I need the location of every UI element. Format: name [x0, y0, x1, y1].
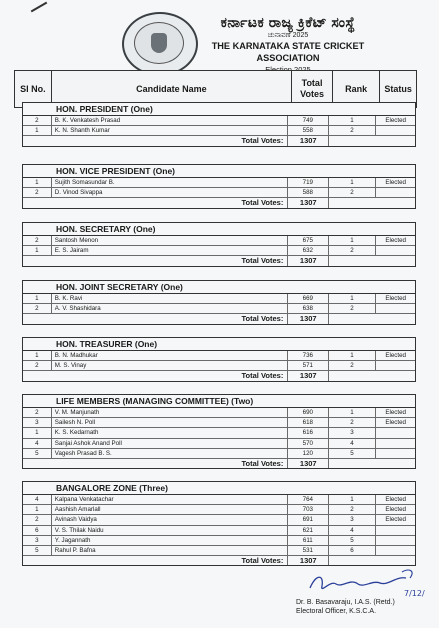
- status-cell: [376, 536, 415, 545]
- total-votes-row: [23, 459, 415, 468]
- status-cell: [376, 361, 415, 370]
- status-cell: [376, 449, 415, 458]
- total-votes-value: 1307: [288, 556, 329, 565]
- candidate-row: [23, 116, 415, 126]
- pen-mark: [31, 2, 48, 13]
- status-cell: Elected: [385, 419, 406, 427]
- status-cell: [376, 439, 415, 448]
- candidate-name-cell: Sanjai Ashok Anand Poll: [52, 439, 288, 448]
- section-title: BANGALORE ZONE (Three): [23, 482, 415, 495]
- rank-cell: 1: [329, 408, 377, 417]
- section-table: [22, 394, 416, 469]
- rank-cell: 1: [329, 116, 377, 125]
- section-table: [22, 280, 416, 325]
- total-votes-value: 1307: [288, 371, 329, 380]
- candidate-row: [23, 418, 415, 428]
- candidate-row: [23, 294, 415, 304]
- candidate-row: [23, 126, 415, 136]
- sl-no-cell: 2: [23, 116, 52, 125]
- rank-cell: 4: [329, 439, 377, 448]
- status-cell: [376, 428, 415, 437]
- section-title: LIFE MEMBERS (MANAGING COMMITTEE) (Two): [23, 395, 415, 408]
- candidate-row: [23, 304, 415, 314]
- votes-cell: 690: [288, 408, 329, 417]
- col-candidate: Candidate Name: [52, 71, 293, 107]
- status-cell: [376, 526, 415, 535]
- candidate-row: [23, 536, 415, 546]
- sl-no-cell: 3: [23, 536, 52, 545]
- candidate-name-cell: Rahul P. Bafna: [52, 546, 288, 555]
- total-votes-value: 1307: [288, 459, 329, 468]
- candidate-name-cell: B. K. Venkatesh Prasad: [52, 116, 288, 125]
- sl-no-cell: 6: [23, 526, 52, 535]
- status-cell: [376, 304, 415, 313]
- total-votes-label: Total Votes:: [23, 314, 288, 323]
- rank-cell: 1: [329, 495, 377, 504]
- total-votes-row: [23, 314, 415, 323]
- votes-cell: 621: [288, 526, 329, 535]
- signatory-name: Dr. B. Basavaraju, I.A.S. (Retd.): [296, 599, 395, 606]
- candidate-name-cell: Santosh Menon: [52, 236, 288, 245]
- candidate-name-cell: Sujith Somasundar B.: [52, 178, 288, 187]
- rank-cell: 2: [329, 304, 377, 313]
- sl-no-cell: 2: [23, 408, 52, 417]
- votes-cell: 571: [288, 361, 329, 370]
- votes-cell: 616: [288, 428, 329, 437]
- candidate-row: [23, 236, 415, 246]
- sl-no-cell: 2: [23, 188, 52, 197]
- status-cell: Elected: [385, 179, 406, 186]
- total-votes-row: [23, 198, 415, 207]
- votes-cell: 764: [288, 495, 329, 504]
- sl-no-cell: 1: [23, 294, 52, 303]
- candidate-row: [23, 495, 415, 505]
- rank-cell: 5: [329, 449, 377, 458]
- signatory-block: [296, 598, 436, 616]
- sl-no-cell: 2: [23, 236, 52, 245]
- rank-cell: 1: [329, 351, 377, 360]
- total-votes-label: Total Votes:: [23, 256, 288, 265]
- candidate-name-cell: Vagesh Prasad B. S.: [52, 449, 288, 458]
- section-title: HON. TREASURER (One): [23, 338, 415, 351]
- section-table: [22, 102, 416, 147]
- blank-cell: [329, 136, 415, 145]
- votes-cell: 632: [288, 246, 329, 255]
- status-cell: Elected: [385, 352, 406, 359]
- sl-no-cell: 1: [23, 505, 52, 514]
- total-votes-row: [23, 371, 415, 380]
- candidate-row: [23, 351, 415, 361]
- total-votes-label: Total Votes:: [23, 198, 288, 207]
- candidate-row: [23, 439, 415, 449]
- col-rank: Rank: [333, 71, 381, 107]
- votes-cell: 588: [288, 188, 329, 197]
- section-title: HON. JOINT SECRETARY (One): [23, 281, 415, 294]
- status-cell: Elected: [385, 516, 406, 524]
- candidate-row: [23, 526, 415, 536]
- rank-cell: 5: [329, 536, 377, 545]
- total-votes-value: 1307: [288, 314, 329, 323]
- association-title-line2: ASSOCIATION: [256, 53, 320, 63]
- candidate-name-cell: Y. Jagannath: [52, 536, 288, 545]
- section-title: HON. VICE PRESIDENT (One): [23, 165, 415, 178]
- ksca-emblem-icon: [122, 12, 198, 76]
- votes-cell: 611: [288, 536, 329, 545]
- sl-no-cell: 2: [23, 515, 52, 524]
- status-cell: [376, 188, 415, 197]
- rank-cell: 2: [329, 505, 377, 514]
- candidate-row: [23, 408, 415, 418]
- candidate-name-cell: Aashish Amarlall: [52, 505, 288, 514]
- rank-cell: 1: [329, 236, 377, 245]
- candidate-name-cell: B. N. Madhukar: [52, 351, 288, 360]
- candidate-name-cell: Sailesh N. Poll: [52, 418, 288, 427]
- sl-no-cell: 1: [23, 351, 52, 360]
- candidate-row: [23, 546, 415, 556]
- sl-no-cell: 2: [23, 361, 52, 370]
- blank-cell: [329, 556, 415, 565]
- sl-no-cell: 5: [23, 546, 52, 555]
- document-header: [188, 14, 388, 74]
- rank-cell: 3: [329, 428, 377, 437]
- candidate-name-cell: E. S. Jairam: [52, 246, 288, 255]
- candidate-row: [23, 515, 415, 525]
- sl-no-cell: 4: [23, 439, 52, 448]
- votes-cell: 719: [288, 178, 329, 187]
- candidate-name-cell: D. Vinod Sivappa: [52, 188, 288, 197]
- votes-cell: 558: [288, 126, 329, 135]
- section-table: [22, 222, 416, 267]
- candidate-name-cell: Kalpana Venkatachar: [52, 495, 288, 504]
- candidate-name-cell: Avinash Vaidya: [52, 515, 288, 524]
- votes-cell: 675: [288, 236, 329, 245]
- section-title: HON. SECRETARY (One): [23, 223, 415, 236]
- blank-cell: [329, 459, 415, 468]
- status-cell: Elected: [385, 506, 406, 514]
- candidate-row: [23, 428, 415, 438]
- votes-cell: 638: [288, 304, 329, 313]
- votes-cell: 669: [288, 294, 329, 303]
- section-table: [22, 164, 416, 209]
- candidate-row: [23, 188, 415, 198]
- total-votes-label: Total Votes:: [23, 459, 288, 468]
- status-cell: Elected: [385, 237, 406, 244]
- signature: [306, 566, 426, 600]
- total-votes-value: 1307: [288, 136, 329, 145]
- total-votes-label: Total Votes:: [23, 371, 288, 380]
- association-title-line1: THE KARNATAKA STATE CRICKET: [211, 41, 365, 51]
- rank-cell: 2: [329, 246, 377, 255]
- total-votes-label: Total Votes:: [23, 136, 288, 145]
- status-cell: [376, 126, 415, 135]
- candidate-name-cell: K. N. Shanth Kumar: [52, 126, 288, 135]
- candidate-name-cell: A. V. Shashidara: [52, 304, 288, 313]
- col-total-votes: Total Votes: [292, 71, 333, 107]
- total-votes-row: [23, 136, 415, 145]
- votes-cell: 736: [288, 351, 329, 360]
- votes-cell: 749: [288, 116, 329, 125]
- votes-cell: 691: [288, 515, 329, 524]
- total-votes-row: [23, 556, 415, 565]
- status-cell: Elected: [385, 409, 406, 416]
- sl-no-cell: 1: [23, 428, 52, 437]
- rank-cell: 2: [329, 126, 377, 135]
- rank-cell: 2: [329, 418, 377, 427]
- signatory-role: Electoral Officer, K.S.C.A.: [296, 608, 377, 615]
- sl-no-cell: 3: [23, 418, 52, 427]
- col-sl-no: Sl No.: [15, 71, 52, 107]
- rank-cell: 2: [329, 361, 377, 370]
- rank-cell: 1: [329, 178, 377, 187]
- total-votes-value: 1307: [288, 198, 329, 207]
- total-votes-value: 1307: [288, 256, 329, 265]
- blank-cell: [329, 198, 415, 207]
- votes-cell: 531: [288, 546, 329, 555]
- candidate-row: [23, 246, 415, 256]
- sl-no-cell: 1: [23, 126, 52, 135]
- blank-cell: [329, 256, 415, 265]
- section-table: [22, 481, 416, 566]
- candidate-name-cell: V. S. Thilak Naidu: [52, 526, 288, 535]
- candidate-name-cell: K. S. Kedarnath: [52, 428, 288, 437]
- sl-no-cell: 5: [23, 449, 52, 458]
- status-cell: [376, 546, 415, 555]
- candidate-row: [23, 361, 415, 371]
- rank-cell: 1: [329, 294, 377, 303]
- status-cell: Elected: [385, 117, 406, 124]
- rank-cell: 6: [329, 546, 377, 555]
- votes-cell: 570: [288, 439, 329, 448]
- col-status: Status: [384, 83, 412, 94]
- rank-cell: 3: [329, 515, 377, 524]
- votes-cell: 618: [288, 418, 329, 427]
- kannada-election-label: ಚುನಾವಣೆ 2025: [267, 32, 309, 39]
- candidate-name-cell: V. M. Manjunath: [52, 408, 288, 417]
- section-title: HON. PRESIDENT (One): [23, 103, 415, 116]
- total-votes-label: Total Votes:: [23, 556, 288, 565]
- signature-date: 7/12/: [404, 589, 425, 598]
- sl-no-cell: 2: [23, 304, 52, 313]
- status-cell: Elected: [385, 295, 406, 302]
- blank-cell: [329, 314, 415, 323]
- kannada-title: ಕರ್ನಾಟಕ ರಾಜ್ಯ ಕ್ರಿಕೆಟ್ ಸಂಸ್ಥೆ: [220, 14, 356, 30]
- candidate-row: [23, 178, 415, 188]
- total-votes-row: [23, 256, 415, 265]
- candidate-name-cell: B. K. Ravi: [52, 294, 288, 303]
- votes-cell: 120: [288, 449, 329, 458]
- votes-cell: 703: [288, 505, 329, 514]
- candidate-name-cell: M. S. Vinay: [52, 361, 288, 370]
- candidate-row: [23, 505, 415, 515]
- sl-no-cell: 4: [23, 495, 52, 504]
- section-table: [22, 337, 416, 382]
- status-cell: [376, 246, 415, 255]
- rank-cell: 2: [329, 188, 377, 197]
- status-cell: Elected: [385, 496, 406, 503]
- candidate-row: [23, 449, 415, 459]
- blank-cell: [329, 371, 415, 380]
- sl-no-cell: 1: [23, 178, 52, 187]
- rank-cell: 4: [329, 526, 377, 535]
- sl-no-cell: 1: [23, 246, 52, 255]
